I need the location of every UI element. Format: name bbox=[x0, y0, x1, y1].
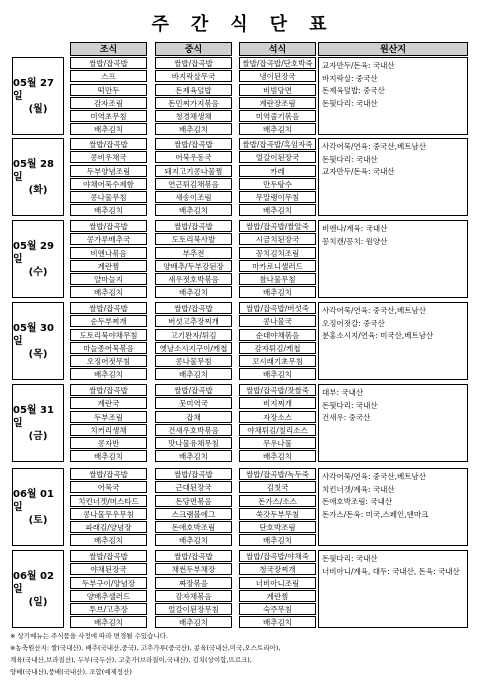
menu-item: 꽁치김치조림 bbox=[239, 247, 316, 259]
lunch-column bbox=[155, 138, 232, 218]
menu-item: 배추김치 bbox=[155, 616, 232, 628]
menu-item: 시금치된장국 bbox=[239, 233, 316, 245]
origin-box bbox=[318, 138, 468, 216]
day-weekday: (일) bbox=[28, 596, 48, 608]
note-line: 계육(국내산,브라질산), 두부(국두산), 고춧가(브라질이,국내산), 김치(상이합,뜨르크), bbox=[10, 656, 252, 664]
day-weekday: (목) bbox=[28, 348, 48, 360]
menu-item: 쌀밥/잡곡밥 bbox=[155, 302, 232, 314]
menu-item: 너비아니조림 bbox=[239, 577, 316, 589]
origin-line: 비엔나/계육: 국내산 bbox=[322, 224, 388, 233]
menu-item: 쌀밥/잡곡밥 bbox=[70, 220, 147, 232]
menu-item: 배추김치 bbox=[239, 204, 316, 216]
note-line: ※농축원산지: 쌀(국내산), 배추(국내산,중국), 고추가루(중국산), 콩육(국내산,미국,오스트리아), bbox=[10, 644, 281, 652]
menu-item: 채썬두부채장 bbox=[155, 563, 232, 575]
day-date: 05월 28일 bbox=[13, 158, 54, 183]
lunch-column bbox=[155, 384, 232, 464]
menu-item: 쌀밥/잡곡밥 bbox=[155, 138, 232, 150]
menu-item: 배추김치 bbox=[70, 450, 147, 462]
origin-line: 건새우: 중국산 bbox=[322, 413, 371, 423]
origin-line: 돈가스/돈육: 미국,스페인,덴마크 bbox=[322, 509, 429, 519]
origin-line: 사각어묵/연육: 중국산,베트남산 bbox=[322, 142, 427, 151]
dinner-column bbox=[239, 384, 316, 464]
note-line: 양배(국내산),풍배(국내산), 조합(예제정산) bbox=[10, 668, 132, 676]
menu-item: 배추김치 bbox=[155, 286, 232, 298]
header-dinner: 석식 bbox=[239, 42, 316, 56]
dinner-column bbox=[239, 550, 316, 630]
menu-item: 돼지고기콩나물찜 bbox=[155, 165, 232, 177]
menu-item: 비엔나볶음 bbox=[70, 247, 147, 259]
menu-item: 얄마늘지 bbox=[70, 273, 147, 285]
menu-item: 짜장볶음 bbox=[155, 577, 232, 589]
menu-item: 치킨너겟/머스타드 bbox=[70, 495, 147, 507]
menu-item: 야채어묵수제함 bbox=[70, 178, 147, 190]
menu-item: 얼갈이된장국 bbox=[239, 151, 316, 163]
menu-item: 돈가스/소스 bbox=[239, 495, 316, 507]
menu-item: 배추김치 bbox=[239, 534, 316, 546]
menu-item: 스프 bbox=[70, 70, 147, 82]
notes-section bbox=[10, 630, 470, 678]
menu-item: 얼갈이된장무침 bbox=[155, 603, 232, 615]
menu-item: 떡만두 bbox=[70, 84, 147, 96]
menu-item: 만두탕수 bbox=[239, 178, 316, 190]
dinner-column bbox=[239, 138, 316, 218]
day-date: 05월 27일 bbox=[13, 77, 54, 102]
menu-item: 돈당면볶음 bbox=[155, 495, 232, 507]
menu-item: 배추김치 bbox=[70, 286, 147, 298]
menu-item: 돈애호박조림 bbox=[155, 521, 232, 533]
menu-item: 콩나물무침 bbox=[70, 191, 147, 203]
day-label bbox=[12, 57, 64, 135]
menu-item: 쌀밥/잡곡밥 bbox=[70, 384, 147, 396]
menu-item: 배추김치 bbox=[239, 368, 316, 380]
menu-item: 잡채 bbox=[155, 411, 232, 423]
menu-item: 비지찌개 bbox=[239, 397, 316, 409]
menu-item: 두부구이/양념장 bbox=[70, 577, 147, 589]
origin-line: 돈애호박조림: 국내산 bbox=[322, 497, 393, 507]
origin-box bbox=[318, 220, 468, 298]
menu-item: 순두부찌개 bbox=[70, 315, 147, 327]
menu-item: 새우젓호박볶음 bbox=[155, 273, 232, 285]
menu-item: 마늘종어묵볶음 bbox=[70, 342, 147, 354]
day-weekday: (수) bbox=[28, 266, 48, 278]
menu-item: 쌀밥/잡곡밥/버섯죽 bbox=[239, 302, 316, 314]
menu-item: 두부조림 bbox=[70, 411, 147, 423]
menu-item: 근대된장국 bbox=[155, 481, 232, 493]
origin-line: 돈뒷다리: 국내산 bbox=[322, 154, 378, 164]
menu-item: 청경채생채 bbox=[155, 110, 232, 122]
menu-item: 배추김치 bbox=[70, 534, 147, 546]
menu-item: 콩가루배추국 bbox=[70, 233, 147, 245]
menu-item: 콩비우채국 bbox=[70, 151, 147, 163]
lunch-column bbox=[155, 302, 232, 382]
menu-item: 마카로니샐러드 bbox=[239, 260, 316, 272]
menu-item: 쌀밥/잡곡밥/야채죽 bbox=[239, 550, 316, 562]
day-label bbox=[12, 138, 64, 216]
menu-item: 배추김치 bbox=[155, 123, 232, 135]
origin-box bbox=[318, 468, 468, 546]
origin-box bbox=[318, 302, 468, 380]
menu-item: 치커리생채 bbox=[70, 424, 147, 436]
menu-item: 자장소스 bbox=[239, 411, 316, 423]
origin-line: 돈제육덮밥: 중국산 bbox=[322, 86, 385, 96]
menu-item: 비빔당면 bbox=[239, 84, 316, 96]
menu-item: 투브/고추장 bbox=[70, 603, 147, 615]
day-date: 05월 31일 bbox=[13, 404, 54, 429]
menu-item: 계란찜 bbox=[239, 590, 316, 602]
origin-line: 사각어묵/연육: 중국산,베트남산 bbox=[322, 472, 427, 481]
menu-item: 배추김치 bbox=[70, 368, 147, 380]
day-label bbox=[12, 550, 64, 628]
day-label bbox=[12, 302, 64, 380]
origin-line: 바지락살: 중국산 bbox=[322, 73, 378, 83]
menu-item: 감자채볶음 bbox=[155, 590, 232, 602]
dinner-column bbox=[239, 57, 316, 137]
page-title: 주간식단표 bbox=[151, 14, 349, 35]
breakfast-column bbox=[70, 302, 147, 382]
menu-item: 쌀밥/잡곡밥/단호박죽 bbox=[239, 57, 316, 69]
menu-item: 돈민찌가지볶음 bbox=[155, 97, 232, 109]
menu-item: 배추김치 bbox=[239, 450, 316, 462]
menu-item: 도토리묵야채무침 bbox=[70, 329, 147, 341]
origin-line: 교자만두/돈육: 국내산 bbox=[322, 167, 395, 177]
menu-item: 뭇미역국 bbox=[155, 397, 232, 409]
origin-line: 돈뒷다리: 국내산 bbox=[322, 98, 378, 108]
origin-line: 오징어젓갈: 중국산 bbox=[322, 318, 385, 328]
menu-item: 배추김치 bbox=[155, 450, 232, 462]
breakfast-column bbox=[70, 138, 147, 218]
menu-item: 배추김치 bbox=[155, 368, 232, 380]
menu-item: 참나물무침 bbox=[239, 273, 316, 285]
day-weekday: (월) bbox=[28, 103, 48, 115]
menu-item: 쌀밥/잡곡밥/쌀알죽 bbox=[239, 220, 316, 232]
menu-item: 김칫국 bbox=[239, 481, 316, 493]
origin-line: 너비아니/계육, 대두: 국내산, 돈육: 국내산 bbox=[322, 566, 460, 576]
origin-line: 돈뒷다리: 국내산 bbox=[322, 554, 378, 563]
menu-item: 어묵국 bbox=[70, 481, 147, 493]
origin-line: 사각어묵/연육: 중국산,베트남산 bbox=[322, 306, 427, 315]
menu-item: 쌀밥/잡곡밥 bbox=[70, 138, 147, 150]
lunch-column bbox=[155, 468, 232, 548]
day-date: 06월 01일 bbox=[13, 488, 54, 513]
menu-item: 순대야채볶음 bbox=[239, 329, 316, 341]
menu-item: 도토리묵사발 bbox=[155, 233, 232, 245]
menu-item: 배추김치 bbox=[239, 123, 316, 135]
origin-line: 치킨너겟/계육: 국내산 bbox=[322, 484, 395, 494]
menu-item: 쌀밥/잡곡밥 bbox=[155, 220, 232, 232]
header-lunch: 중식 bbox=[155, 42, 232, 56]
breakfast-column bbox=[70, 220, 147, 300]
origin-line: 돈뒷다리: 국내산 bbox=[322, 400, 378, 410]
menu-item: 쌀밥/잡곡밥 bbox=[70, 302, 147, 314]
menu-item: 배추김치 bbox=[70, 204, 147, 216]
menu-item: 고기완자/튀김 bbox=[155, 329, 232, 341]
menu-item: 콩나물무우무침 bbox=[70, 508, 147, 520]
menu-item: 바지락살무국 bbox=[155, 70, 232, 82]
menu-item: 파래김/양념장 bbox=[70, 521, 147, 533]
menu-item: 부추전 bbox=[155, 247, 232, 259]
menu-item: 쌀밥/잡곡밥 bbox=[155, 384, 232, 396]
menu-item: 야채된장국 bbox=[70, 563, 147, 575]
menu-item: 배추김치 bbox=[239, 616, 316, 628]
menu-item: 쌀밥/잡곡밥 bbox=[155, 57, 232, 69]
dinner-column bbox=[239, 302, 316, 382]
menu-item: 단호박조림 bbox=[239, 521, 316, 533]
menu-item: 콩나물무침 bbox=[155, 355, 232, 367]
menu-item: 옛날소시지구이/케첩 bbox=[155, 342, 232, 354]
menu-item: 배추김치 bbox=[155, 534, 232, 546]
day-label bbox=[12, 220, 64, 298]
header-breakfast: 조식 bbox=[70, 42, 147, 56]
menu-item: 양배추/두부강된장 bbox=[155, 260, 232, 272]
menu-item: 배추김치 bbox=[70, 123, 147, 135]
lunch-column bbox=[155, 57, 232, 137]
menu-item: 쌀밥/잡곡밥/잣쌀죽 bbox=[239, 384, 316, 396]
origin-line: 대부: 국내산 bbox=[322, 388, 364, 397]
origin-box bbox=[318, 550, 468, 628]
menu-item: 쌀밥/잡곡밥 bbox=[70, 468, 147, 480]
origin-line: 분홍소시지/연육: 미국산,베트남산 bbox=[322, 331, 434, 341]
day-date: 05월 30일 bbox=[13, 322, 54, 347]
breakfast-column bbox=[70, 57, 147, 137]
day-weekday: (토) bbox=[28, 514, 48, 526]
day-label bbox=[12, 384, 64, 462]
menu-item: 어묵우동국 bbox=[155, 151, 232, 163]
menu-item: 감자조림 bbox=[70, 97, 147, 109]
menu-item: 감자튀김/케첩 bbox=[239, 342, 316, 354]
menu-item: 배추김치 bbox=[70, 616, 147, 628]
menu-item: 계란장조림 bbox=[239, 97, 316, 109]
origin-box bbox=[318, 57, 468, 135]
menu-item: 무우나물 bbox=[239, 437, 316, 449]
day-date: 06월 02일 bbox=[13, 570, 54, 595]
menu-item: 미역줄기볶음 bbox=[239, 110, 316, 122]
origin-line: 교자만두/돈육: 국내산 bbox=[322, 61, 395, 70]
dinner-column bbox=[239, 220, 316, 300]
menu-item: 계란국 bbox=[70, 397, 147, 409]
menu-item: 숙주무침 bbox=[239, 603, 316, 615]
lunch-column bbox=[155, 550, 232, 630]
menu-item: 배추김치 bbox=[155, 204, 232, 216]
day-label bbox=[12, 468, 64, 546]
origin-box bbox=[318, 384, 468, 462]
menu-item: 꼬시래기초무침 bbox=[239, 355, 316, 367]
menu-item: 청국장찌개 bbox=[239, 563, 316, 575]
menu-item: 연근튀김채볶음 bbox=[155, 178, 232, 190]
menu-item: 카레 bbox=[239, 165, 316, 177]
menu-item: 계란찜 bbox=[70, 260, 147, 272]
header-origin: 원산지 bbox=[318, 42, 468, 56]
menu-item: 두부양념조림 bbox=[70, 165, 147, 177]
menu-item: 맛나물유채무침 bbox=[155, 437, 232, 449]
menu-item: 건새우호박볶음 bbox=[155, 424, 232, 436]
day-weekday: (금) bbox=[28, 430, 48, 442]
menu-item: 돈제육덮밥 bbox=[155, 84, 232, 96]
note-line: ※ 상기메뉴는 주식품을 사정에 따라 변경될 수있습니다. bbox=[10, 632, 169, 640]
day-date: 05월 29일 bbox=[13, 240, 54, 265]
menu-item: 미역초무침 bbox=[70, 110, 147, 122]
menu-item: 배추김치 bbox=[239, 286, 316, 298]
menu-item: 새송이조림 bbox=[155, 191, 232, 203]
menu-item: 무말랭이무침 bbox=[239, 191, 316, 203]
menu-item: 쌀밥/잡곡밥 bbox=[70, 550, 147, 562]
menu-item: 콩나물국 bbox=[239, 315, 316, 327]
menu-item: 스크램블에그 bbox=[155, 508, 232, 520]
breakfast-column bbox=[70, 384, 147, 464]
menu-item: 쌀밥/잡곡밥/흑임자죽 bbox=[239, 138, 316, 150]
origin-line: 꽁치캔/꽁치: 원양산 bbox=[322, 236, 388, 246]
breakfast-column bbox=[70, 550, 147, 630]
breakfast-column bbox=[70, 468, 147, 548]
menu-item: 쌀밥/잡곡밥 bbox=[155, 468, 232, 480]
menu-item: 쌀밥/잡곡밥/녹두죽 bbox=[239, 468, 316, 480]
menu-item: 쑥갓두부무침 bbox=[239, 508, 316, 520]
dinner-column bbox=[239, 468, 316, 548]
menu-item: 쌀밥/잡곡밥 bbox=[155, 550, 232, 562]
menu-item: 냉이된장국 bbox=[239, 70, 316, 82]
menu-item: 버섯고추장찌개 bbox=[155, 315, 232, 327]
menu-item: 야채튀김/칠리소스 bbox=[239, 424, 316, 436]
menu-item: 오징어젓무침 bbox=[70, 355, 147, 367]
lunch-column bbox=[155, 220, 232, 300]
day-weekday: (화) bbox=[28, 184, 48, 196]
menu-item: 콩자반 bbox=[70, 437, 147, 449]
menu-item: 양배추샐러드 bbox=[70, 590, 147, 602]
menu-item: 쌀밥/잡곡밥 bbox=[70, 57, 147, 69]
